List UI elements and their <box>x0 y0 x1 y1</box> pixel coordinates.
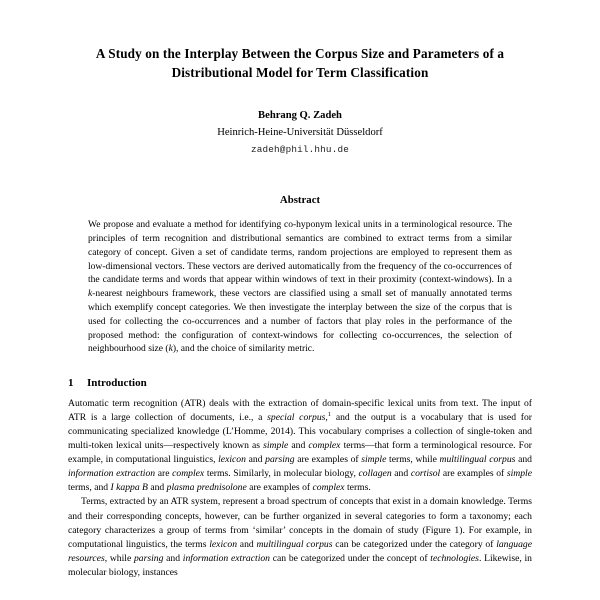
author-email[interactable]: zadeh@phil.hhu.de <box>250 144 349 156</box>
abstract-text: We propose and evaluate a method for identifying co-hyponym lexical units in a terminological resource. The principles of term recognition and distributional semantics are combined to extract terms from a similar category of concept. Given a set of candidate terms, random projections are employed to represent them as low-dimensional vectors. These vectors are derived automatically from the frequency of the co-occurrences of the candidate terms and words that appear within windows of text in their proximity (context-windows). In a k-nearest neighbours framework, these vectors are classified using a small set of manually annotated terms which exemplify concept categories. We then investigate the interplay between the size of the corpus that is used for collecting the co-occurrences and a number of factors that play roles in the performance of the proposed method: the configuration of context-windows for collecting co-occurrences, the selection of neighbourhood size (k), and the choice of similarity metric. <box>88 219 512 355</box>
abstract-section <box>88 194 512 356</box>
section-heading <box>68 377 532 389</box>
page-title: A Study on the Interplay Between the Corpus Size and Parameters of a Distributional Model for Term Classification <box>95 46 505 80</box>
author-affiliation: Heinrich-Heine-Universität Düsseldorf <box>217 127 383 139</box>
author-name: Behrang Q. Zadeh <box>258 110 342 122</box>
section-introduction <box>68 377 532 580</box>
section-number: 1 <box>68 377 74 390</box>
paragraph: Terms, extracted by an ATR system, represent a broad spectrum of concepts that exist in a domain knowledge. Terms and their corresponding concepts, however, can be further organized in several categories to form a taxonomy; each category characterizes a group of terms from ‘similar’ concepts in the domain of study (Figure 1). For example, in computational linguistics, the terms lexicon and multilingual corpus can be categorized under the category of language resources, while parsing and information extraction can be categorized under the concept of technologies. Likewise, in molecular biology, instances <box>68 496 533 578</box>
title-block <box>0 0 600 158</box>
abstract-heading: Abstract <box>279 194 321 207</box>
paragraph: Automatic term recognition (ATR) deals with the extraction of domain-specific lexical units from text. The input of ATR is a large collection of documents, i.e., a special corpus,$^1$ and the output is a vocabulary that is used for communicating specialized knowledge (L’Homme, 2014). This vocabulary comprises a collection of single-token and multi-token lexical units—respectively known as simple and complex terms—that form a terminological resource. For example, in computational linguistics, lexicon and parsing are examples of simple terms, while multilingual corpus and information extraction are complex terms. Similarly, in molecular biology, collagen and cortisol are examples of simple terms, and I kappa B and plasma prednisolone are examples of complex terms. <box>68 398 533 494</box>
author-block <box>0 108 600 158</box>
section-title: Introduction <box>87 377 147 390</box>
